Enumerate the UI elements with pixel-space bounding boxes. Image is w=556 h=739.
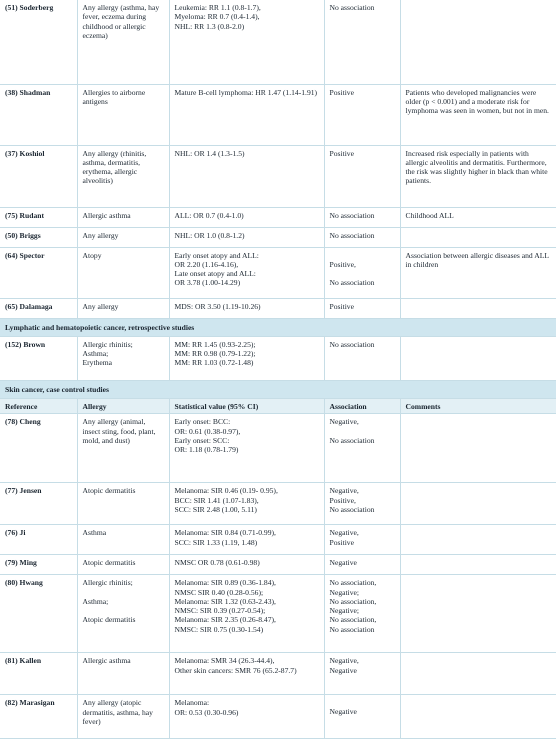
- cell-line: No association: [329, 277, 375, 287]
- cell-line: Erythema: [82, 358, 113, 368]
- cell-line: [330, 251, 396, 260]
- allergy-cell: [77, 298, 169, 318]
- cell-line: MDS: OR 3.50 (1.19-10.26): [174, 301, 261, 311]
- cell-line: Positive,: [329, 259, 356, 269]
- cell-line: Negative,: [329, 528, 359, 538]
- stat-value-cell: [169, 555, 324, 575]
- cell-line: NMSC SIR 0.40 (0.28-0.56);: [174, 587, 264, 597]
- cell-line: Negative: [329, 665, 357, 675]
- reference-cell: (79) Ming: [0, 555, 77, 575]
- cell-line: Negative;: [329, 587, 360, 597]
- header-allergy: Allergy: [77, 399, 169, 414]
- reference-cell: (51) Soderberg: [0, 0, 77, 84]
- cell-line: Patients who developed malignancies were older (p < 0.001) and a moderate risk for lymphoma was seen in women, but not in men.: [405, 87, 549, 115]
- table-row: [0, 247, 556, 298]
- comments-cell: [400, 555, 556, 575]
- allergy-cell: [77, 575, 169, 653]
- cell-line: Negative: [329, 558, 357, 568]
- cell-line: Negative,: [329, 656, 359, 666]
- association-cell: [324, 207, 400, 227]
- cell-line: [330, 427, 396, 436]
- cell-line: [83, 588, 165, 597]
- cell-line: BCC: SIR 1.41 (1.07-1.83),: [174, 495, 259, 505]
- cell-line: MM: RR 1.03 (0.72-1.48): [174, 358, 254, 368]
- association-cell: [324, 227, 400, 247]
- cell-line: Childhood ALL: [405, 210, 454, 220]
- association-cell: [324, 555, 400, 575]
- cell-line: Allergies to airborne antigens: [82, 87, 146, 106]
- reference-cell: (38) Shadman: [0, 84, 77, 145]
- lymph-retrospective-rows: [0, 336, 556, 380]
- stat-value-cell: [169, 525, 324, 555]
- section-title-lymph: Lymphatic and hematopoietic cancer, retrospective studies: [0, 318, 556, 336]
- table-row: [0, 555, 556, 575]
- header-association: Association: [324, 399, 400, 414]
- association-cell: [324, 336, 400, 380]
- header-stat: Statistical value (95% CI): [169, 399, 324, 414]
- cell-line: Atopic dermatitis: [82, 614, 136, 624]
- reference-cell: (76) Ji: [0, 525, 77, 555]
- cell-line: No association,: [329, 578, 377, 588]
- association-cell: [324, 414, 400, 483]
- association-cell: [324, 525, 400, 555]
- cell-line: OR 3.78 (1.00-14.29): [174, 278, 241, 288]
- cell-line: Early onset atopy and ALL:: [174, 250, 259, 260]
- cell-line: No association,: [329, 615, 377, 625]
- reference-cell: (75) Rudant: [0, 207, 77, 227]
- association-cell: [324, 483, 400, 525]
- allergy-cell: [77, 483, 169, 525]
- stat-value-cell: [169, 227, 324, 247]
- reference-cell: (77) Jensen: [0, 483, 77, 525]
- cell-line: Association between allergic diseases and ALL in children: [405, 250, 549, 269]
- cell-line: Melanoma: SIR 2.35 (0.26-8.47),: [174, 615, 276, 625]
- cell-line: SCC: SIR 1.33 (1.19, 1.48): [174, 537, 258, 547]
- cell-line: OR: 1.18 (0.78-1.79): [174, 445, 239, 454]
- association-cell: [324, 247, 400, 298]
- table-row: [0, 207, 556, 227]
- cell-line: Negative;: [329, 606, 360, 615]
- reference-cell: (64) Spector: [0, 247, 77, 298]
- comments-cell: [400, 414, 556, 483]
- cell-line: Leukemia: RR 1.1 (0.8-1.7),: [174, 3, 261, 12]
- cell-line: Late onset atopy and ALL:: [174, 269, 256, 278]
- reference-cell: (65) Dalamaga: [0, 298, 77, 318]
- table-row: [0, 575, 556, 653]
- reference-cell: (78) Cheng: [0, 414, 77, 483]
- reference-cell: (152) Brown: [0, 336, 77, 380]
- allergy-cell: [77, 695, 169, 739]
- cell-line: Myeloma: RR 0.7 (0.4-1.4),: [174, 12, 260, 22]
- comments-cell: [400, 227, 556, 247]
- stat-value-cell: [169, 247, 324, 298]
- cell-line: Any allergy: [82, 301, 119, 311]
- cell-line: Positive: [329, 148, 354, 158]
- table-row: [0, 227, 556, 247]
- allergy-cell: [77, 247, 169, 298]
- cell-line: Increased risk especially in patients with allergic alveolitis and dermatitis. Furthermore, the risk was slightly higher in black than white patients.: [405, 148, 548, 186]
- association-cell: [324, 145, 400, 207]
- allergy-cell: [77, 555, 169, 575]
- cell-line: Melanoma: SIR 1.32 (0.63-2.43),: [174, 596, 276, 606]
- comments-cell: [400, 695, 556, 739]
- comments-cell: [400, 336, 556, 380]
- stat-value-cell: [169, 653, 324, 695]
- cell-line: Melanoma: SMR 34 (26.3-44.4),: [174, 656, 275, 666]
- skin-rows: [0, 414, 556, 739]
- stat-value-cell: [169, 483, 324, 525]
- cell-line: NMSC OR 0.78 (0.61-0.98): [174, 558, 260, 568]
- reference-cell: (50) Briggs: [0, 227, 77, 247]
- cell-line: Positive: [329, 87, 354, 97]
- cell-line: Allergic rhinitis;: [82, 339, 133, 349]
- comments-cell: [400, 525, 556, 555]
- table-row: [0, 695, 556, 739]
- cell-line: Early onset: SCC:: [174, 435, 230, 445]
- cell-line: Atopy: [82, 250, 102, 260]
- cell-line: NHL: OR 1.0 (0.8-1.2): [174, 230, 245, 240]
- comments-cell: [400, 207, 556, 227]
- allergy-cell: [77, 653, 169, 695]
- allergy-cell: [77, 0, 169, 84]
- cell-line: ALL: OR 0.7 (0.4-1.0): [174, 210, 244, 220]
- cell-line: OR: 0.61 (0.38-0.97),: [174, 426, 241, 436]
- stat-value-cell: [169, 414, 324, 483]
- comments-cell: [400, 247, 556, 298]
- table-row: [0, 525, 556, 555]
- comments-cell: [400, 84, 556, 145]
- cell-line: Asthma: [82, 528, 107, 538]
- allergy-cell: [77, 414, 169, 483]
- stat-value-cell: [169, 207, 324, 227]
- association-cell: [324, 695, 400, 739]
- stat-value-cell: [169, 84, 324, 145]
- section-row: [0, 380, 556, 398]
- allergy-cell: [77, 525, 169, 555]
- cell-line: MM: RR 1.45 (0.93-2.25);: [174, 339, 256, 349]
- cell-line: No association: [329, 230, 375, 240]
- cell-line: No association: [329, 3, 375, 12]
- cell-line: Positive: [329, 301, 354, 311]
- cell-line: Negative: [329, 707, 357, 717]
- cell-line: NMSC: SIR 0.75 (0.30-1.54): [174, 624, 264, 634]
- cell-line: No association: [329, 435, 375, 445]
- cell-line: Any allergy: [82, 230, 119, 240]
- stat-value-cell: [169, 336, 324, 380]
- section-row: [0, 318, 556, 336]
- table-row: [0, 84, 556, 145]
- cell-line: No association: [329, 339, 375, 349]
- allergy-cell: [77, 84, 169, 145]
- cell-line: NHL: OR 1.4 (1.3-1.5): [174, 148, 245, 158]
- comments-cell: [400, 483, 556, 525]
- cell-line: Melanoma: SIR 0.84 (0.71-0.99),: [174, 528, 276, 538]
- association-cell: [324, 0, 400, 84]
- reference-cell: (37) Koshiol: [0, 145, 77, 207]
- table-row: [0, 653, 556, 695]
- cell-line: No association: [329, 504, 375, 514]
- cell-line: NHL: RR 1.3 (0.8-2.0): [174, 21, 245, 31]
- cell-line: Any allergy (rhinitis, asthma, dermatitis, erythema, allergic alveolitis): [82, 148, 147, 186]
- lymph-prospective-rows: [0, 0, 556, 318]
- cell-line: Allergic rhinitis;: [82, 578, 133, 588]
- cell-line: Negative,: [329, 417, 359, 427]
- stat-value-cell: [169, 298, 324, 318]
- reference-cell: (80) Hwang: [0, 575, 77, 653]
- cell-line: OR 2.20 (1.16-4.16),: [174, 259, 239, 269]
- comments-cell: [400, 575, 556, 653]
- allergy-cell: [77, 227, 169, 247]
- allergy-cell: [77, 336, 169, 380]
- cell-line: Allergic asthma: [82, 210, 131, 220]
- comments-cell: [400, 653, 556, 695]
- comments-cell: [400, 0, 556, 84]
- cell-line: Atopic dermatitis: [82, 558, 136, 568]
- cell-line: Any allergy (atopic dermatitis, asthma, hay fever): [82, 698, 153, 726]
- cell-line: [330, 698, 396, 707]
- cell-line: Melanoma:: [174, 698, 210, 708]
- header-comments: Comments: [400, 399, 556, 414]
- stat-value-cell: [169, 145, 324, 207]
- cell-line: Allergic asthma: [82, 656, 131, 666]
- cell-line: No association: [329, 210, 375, 220]
- cell-line: Melanoma: SIR 0.46 (0.19- 0.95),: [174, 486, 278, 496]
- cell-line: Any allergy (animal, insect sting, food, plant, mold, and dust): [82, 417, 156, 445]
- cell-line: MM: RR 0.98 (0.79-1.22);: [174, 349, 256, 358]
- association-cell: [324, 653, 400, 695]
- cell-line: Other skin cancers: SMR 76 (65.2-87.7): [174, 665, 297, 675]
- allergy-cell: [77, 145, 169, 207]
- reference-cell: (81) Kallen: [0, 653, 77, 695]
- table-header-row: [0, 399, 556, 414]
- cell-line: Early onset: BCC:: [174, 417, 231, 427]
- comments-cell: [400, 298, 556, 318]
- cell-line: Atopic dermatitis: [82, 486, 136, 496]
- cell-line: No association: [329, 624, 375, 634]
- cell-line: Mature B-cell lymphoma: HR 1.47 (1.14-1.91): [174, 87, 318, 97]
- reference-cell: (82) Marasigan: [0, 695, 77, 739]
- header-reference: Reference: [0, 399, 77, 414]
- cell-line: Asthma;: [82, 596, 109, 606]
- table-row: [0, 298, 556, 318]
- stat-value-cell: [169, 695, 324, 739]
- stat-value-cell: [169, 0, 324, 84]
- cell-line: SCC: SIR 2.48 (1.00, 5.11): [174, 504, 257, 514]
- cell-line: Positive: [329, 537, 354, 547]
- cell-line: Positive,: [329, 495, 356, 505]
- cell-line: Asthma;: [82, 349, 109, 358]
- association-cell: [324, 298, 400, 318]
- table-row: [0, 145, 556, 207]
- association-cell: [324, 575, 400, 653]
- stat-value-cell: [169, 575, 324, 653]
- association-cell: [324, 84, 400, 145]
- cell-line: Any allergy (asthma, hay fever, eczema during childhood or allergic eczema): [82, 3, 160, 40]
- table-row: [0, 483, 556, 525]
- comments-cell: [400, 145, 556, 207]
- cell-line: [83, 606, 165, 615]
- table-row: [0, 414, 556, 483]
- cell-line: Melanoma: SIR 0.89 (0.36-1.84),: [174, 578, 276, 588]
- allergy-cell: [77, 207, 169, 227]
- table-row: [0, 336, 556, 380]
- table-row: [0, 0, 556, 84]
- cell-line: [330, 269, 396, 278]
- cell-line: Negative,: [329, 486, 359, 496]
- cell-line: No association,: [329, 596, 377, 606]
- section-title-skin: Skin cancer, case control studies: [0, 380, 556, 398]
- cell-line: OR: 0.53 (0.30-0.96): [174, 707, 239, 717]
- cell-line: NMSC: SIR 0.39 (0.27-0.54);: [174, 606, 266, 615]
